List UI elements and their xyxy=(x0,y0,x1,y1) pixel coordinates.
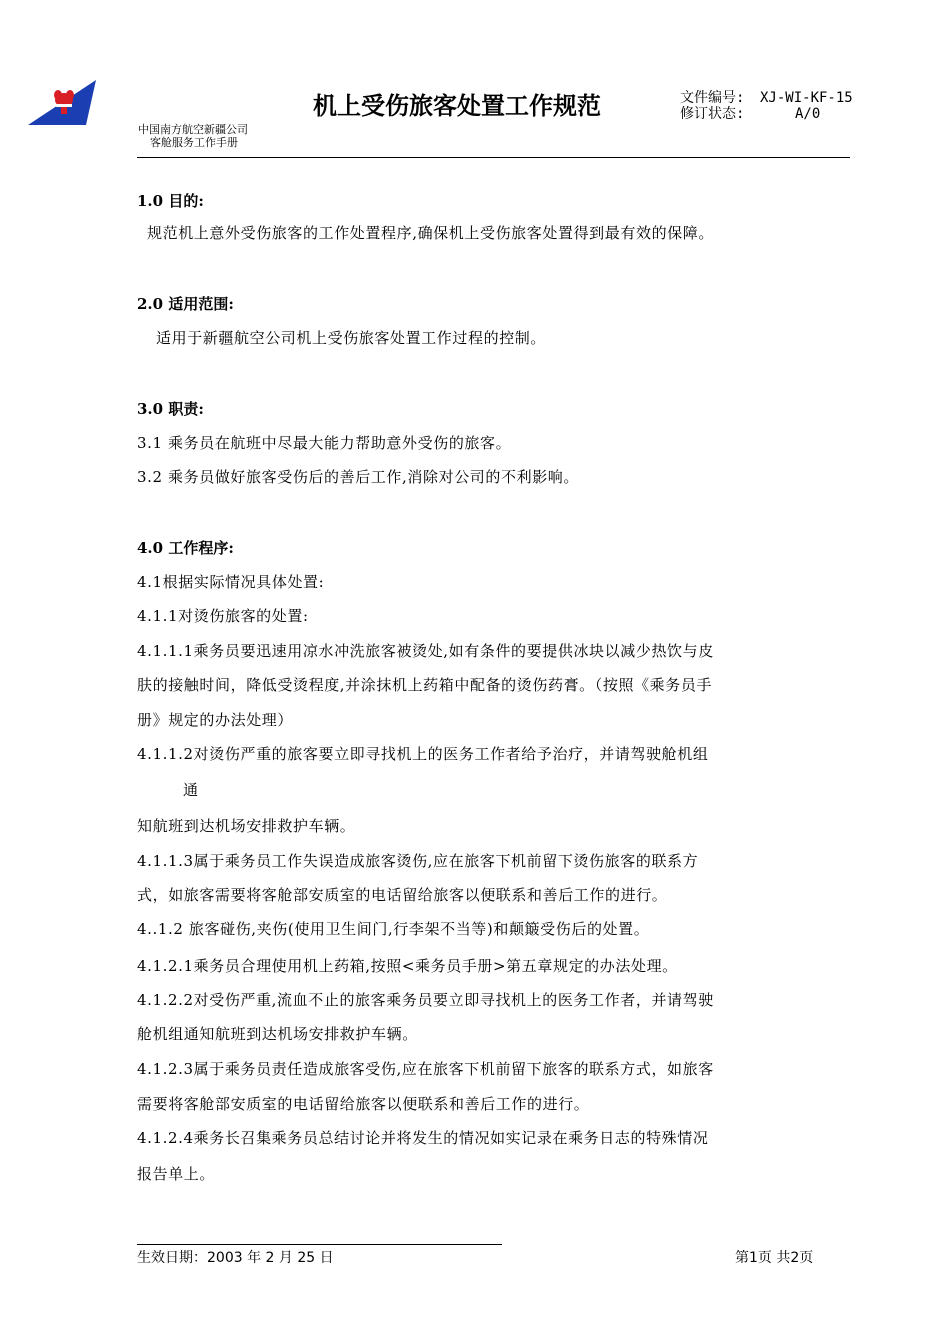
section-1-heading: 1.0 目的: xyxy=(137,192,204,210)
procedure-line: 4..1.2 旅客碰伤,夹伤(使用卫生间门,行李架不当等)和颠簸受伤后的处置。 xyxy=(137,920,650,938)
china-southern-logo xyxy=(28,78,96,128)
section-2-heading: 2.0 适用范围: xyxy=(137,295,234,313)
section-1-text: 规范机上意外受伤旅客的工作处置程序,确保机上受伤旅客处置得到最有效的保障。 xyxy=(147,224,714,242)
section-4-heading: 4.0 工作程序: xyxy=(137,539,234,557)
procedure-line: 知航班到达机场安排救护车辆。 xyxy=(137,817,356,835)
procedure-line: 册》规定的办法处理） xyxy=(137,711,294,729)
section-3-item: 3.1 乘务员在航班中尽最大能力帮助意外受伤的旅客。 xyxy=(137,434,512,452)
procedure-line: 4.1.2.2对受伤严重,流血不止的旅客乘务员要立即寻找机上的医务工作者，并请驾驶 xyxy=(137,991,714,1009)
procedure-line: 4.1.2.3属于乘务员责任造成旅客受伤,应在旅客下机前留下旅客的联系方式，如旅客 xyxy=(137,1060,714,1078)
procedure-line: 4.1.1对烫伤旅客的处置: xyxy=(137,607,309,625)
procedure-line: 舱机组通知航班到达机场安排救护车辆。 xyxy=(137,1025,418,1043)
page-number: 第1页 共2页 xyxy=(735,1250,814,1266)
procedure-line: 4.1.1.1乘务员要迅速用凉水冲洗旅客被烫处,如有条件的要提供冰块以减少热饮与皮 xyxy=(137,642,714,660)
revision-label: 修订状态: xyxy=(680,106,745,122)
section-3-heading: 3.0 职责: xyxy=(137,400,204,418)
page-title: 机上受伤旅客处置工作规范 xyxy=(313,92,601,120)
procedure-line: 4.1.2.1乘务员合理使用机上药箱,按照<乘务员手册>第五章规定的办法处理。 xyxy=(137,957,678,975)
section-2-text: 适用于新疆航空公司机上受伤旅客处置工作过程的控制。 xyxy=(156,329,547,347)
doc-number-label: 文件编号: xyxy=(680,90,745,106)
procedure-line: 4.1.2.4乘务长召集乘务员总结讨论并将发生的情况如实记录在乘务日志的特殊情况 xyxy=(137,1129,709,1147)
procedure-line: 通 xyxy=(183,781,199,799)
revision-value: A/0 xyxy=(795,106,821,122)
org-name: 中国南方航空新疆公司 xyxy=(138,123,248,136)
procedure-line: 肤的接触时间，降低受烫程度,并涂抹机上药箱中配备的烫伤药膏。（按照《乘务员手 xyxy=(137,676,713,694)
procedure-line: 4.1根据实际情况具体处置: xyxy=(137,573,325,591)
doc-number-value: XJ-WI-KF-15 xyxy=(760,90,853,106)
procedure-line: 需要将客舱部安质室的电话留给旅客以便联系和善后工作的进行。 xyxy=(137,1095,590,1113)
section-3-item: 3.2 乘务员做好旅客受伤后的善后工作,消除对公司的不利影响。 xyxy=(137,468,579,486)
procedure-line: 式，如旅客需要将客舱部安质室的电话留给旅客以便联系和善后工作的进行。 xyxy=(137,886,668,904)
manual-name: 客舱服务工作手册 xyxy=(150,136,238,149)
effective-date: 生效日期：2003 年 2 月 25 日 xyxy=(137,1250,334,1266)
footer-divider xyxy=(137,1244,502,1245)
procedure-line: 4.1.1.2对烫伤严重的旅客要立即寻找机上的医务工作者给予治疗，并请驾驶舱机组 xyxy=(137,745,709,763)
header-divider xyxy=(137,157,850,158)
procedure-line: 4.1.1.3属于乘务员工作失误造成旅客烫伤,应在旅客下机前留下烫伤旅客的联系方 xyxy=(137,852,699,870)
procedure-line: 报告单上。 xyxy=(137,1165,216,1183)
